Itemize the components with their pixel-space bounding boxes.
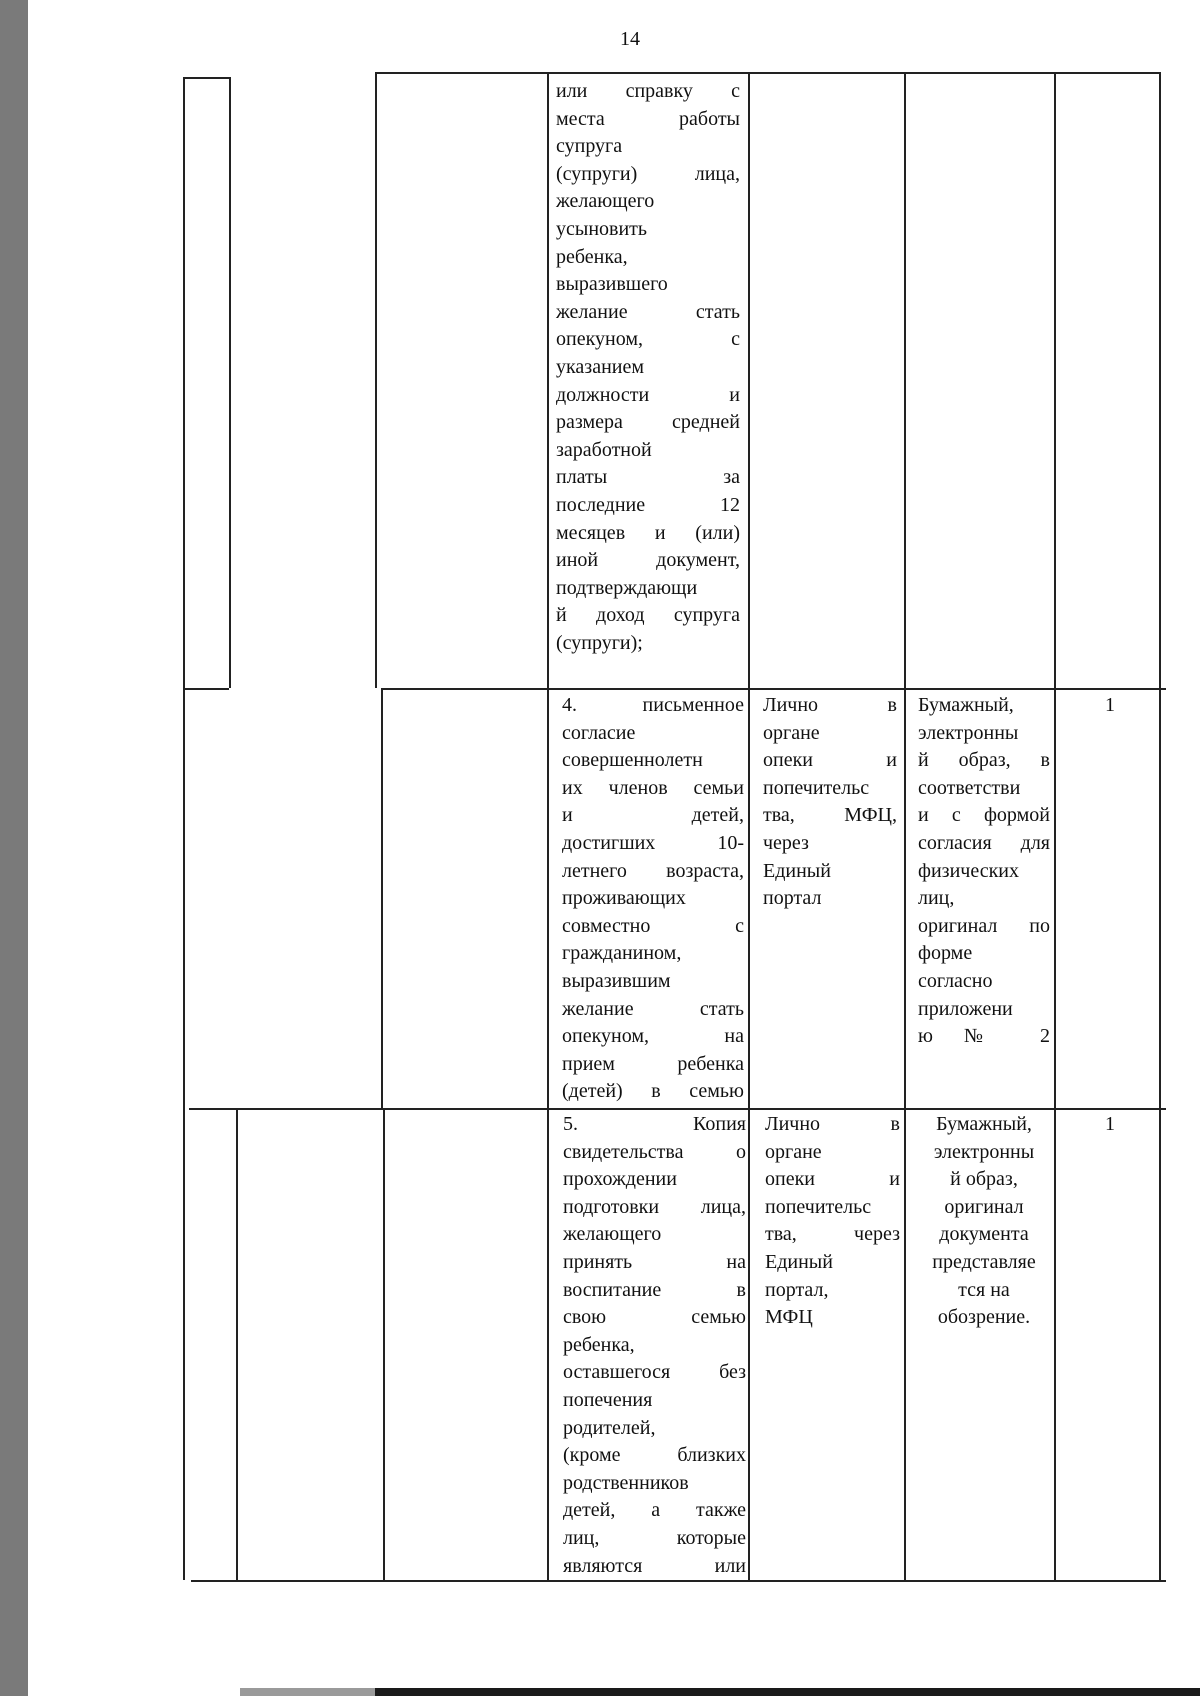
document-text-line: летнего возраста, [562,859,744,882]
format-line: соответстви [918,776,1021,799]
row-2-document-text [562,692,744,1106]
document-text-line: прохождении [563,1168,677,1191]
submission-line: через [763,831,809,854]
submission-line: Единый [763,859,831,882]
document-text-line: желание стать [556,300,740,323]
document-text-line: 5. Копия [563,1113,746,1135]
document-text-line: подготовки лица, [563,1195,746,1218]
document-text-line: ребенка, [556,245,628,268]
document-text-line: проживающих [562,887,686,910]
submission-line: Единый [765,1250,833,1273]
format-line: согласно [918,969,993,992]
format-line: тся на [958,1278,1010,1301]
submission-line: тва, через [765,1223,900,1246]
document-text-line: подтверждающи [556,576,698,599]
document-text-line: оставшегося без [563,1361,746,1384]
document-text-line: опекуном, с [556,328,740,351]
document-text-line: заработной [556,438,652,461]
document-text-line: платы за [556,466,740,489]
document-text-line: согласие [562,721,636,744]
row-2-count: 1 [1105,694,1115,716]
submission-line: попечительс [763,776,870,799]
format-line: обозрение. [937,1306,1031,1329]
submission-line: Лично в [763,694,897,716]
document-text-line: (детей) в семью [562,1080,744,1103]
document-text-line: или справку с [556,80,740,102]
document-text-line: желающего [563,1223,662,1246]
document-text-line: выразившим [562,969,671,992]
document-text-line: гражданином, [562,942,682,965]
submission-line: органе [765,1140,822,1163]
format-line: электронны [933,1140,1035,1163]
scan-edge-bottom-light [240,1688,375,1696]
format-line: и с формой [918,804,1050,827]
row-3-submission-method [765,1111,900,1332]
document-text-line: 4. письменное [562,694,744,716]
row-2-submission-method [763,692,897,913]
format-line: ю № 2 [918,1025,1050,1048]
document-text-line: совершеннолетн [562,749,703,772]
document-text-line: (супруги) лица, [556,162,740,185]
scan-edge-left [0,0,28,1696]
format-line: физических [918,859,1019,882]
document-text-line: воспитание в [563,1278,746,1301]
submission-line: портал [763,887,822,910]
format-line: форме [918,942,973,965]
document-text-line: месяцев и (или) [556,521,740,544]
row-3-document-format [918,1111,1050,1332]
row-3-document-text [563,1111,746,1580]
format-line: оригинал [944,1195,1024,1218]
document-text-line: указанием [556,355,645,378]
scan-edge-bottom [240,1688,1200,1696]
document-text-line: размера средней [556,411,740,434]
document-text-line: выразившего [556,273,668,296]
format-line: й образ, в [918,749,1050,772]
document-text-line: детей, а также [563,1499,746,1522]
submission-line: Лично в [765,1113,900,1135]
format-line: представляе [932,1250,1036,1273]
document-text-line: желающего [556,190,655,213]
format-line: Бумажный, [936,1113,1032,1135]
document-text-line: ребенка, [563,1333,635,1356]
submission-line: попечительс [765,1195,872,1218]
document-text-line: родителей, [563,1416,656,1439]
document-text-line: их членов семьи [562,776,744,799]
document-text-line: опекуном, на [562,1025,744,1048]
document-text-line: свою семью [563,1306,746,1329]
document-text-line: усыновить [556,217,648,240]
document-text-line: принять на [563,1250,746,1273]
submission-line: тва, МФЦ, [763,804,897,827]
submission-line: опеки и [765,1168,900,1191]
document-text-line: и детей, [562,804,744,827]
submission-line: органе [763,721,820,744]
row-3-count: 1 [1105,1113,1115,1135]
document-text-line: желание стать [562,997,744,1020]
document-text-line: свидетельства о [563,1140,746,1163]
format-line: й образ, [950,1168,1018,1191]
submission-line: МФЦ [765,1306,813,1329]
document-text-line: последние 12 [556,493,740,516]
document-text-line: прием ребенка [562,1052,744,1075]
format-line: оригинал по [918,914,1050,937]
document-text-line: супруга [556,135,623,158]
document-text-line: достигших 10- [562,831,744,854]
format-line: Бумажный, [918,694,1014,716]
document-text-line: лиц, которые [563,1526,746,1549]
page-number: 14 [620,28,640,50]
submission-line: опеки и [763,749,897,772]
format-line: электронны [918,721,1019,744]
document-text-line: попечения [563,1388,653,1411]
document-text-line: иной документ, [556,549,740,572]
format-line: лиц, [918,887,955,910]
format-line: приложени [918,997,1013,1020]
document-text-line: родственников [563,1471,689,1494]
document-text-line: й доход супруга [556,604,740,627]
format-line: документа [939,1223,1029,1246]
document-text-line: (кроме близких [563,1444,746,1467]
format-line: согласия для [918,831,1050,854]
document-text-line: должности и [556,383,740,406]
row-2-document-format [918,692,1050,1051]
document-text-line: места работы [556,107,740,130]
document-text-line: совместно с [562,914,744,937]
submission-line: портал, [765,1278,829,1301]
document-text-line: являются или [563,1554,746,1577]
document-text-line: (супруги); [556,631,643,654]
row-1-document-text [556,78,740,657]
